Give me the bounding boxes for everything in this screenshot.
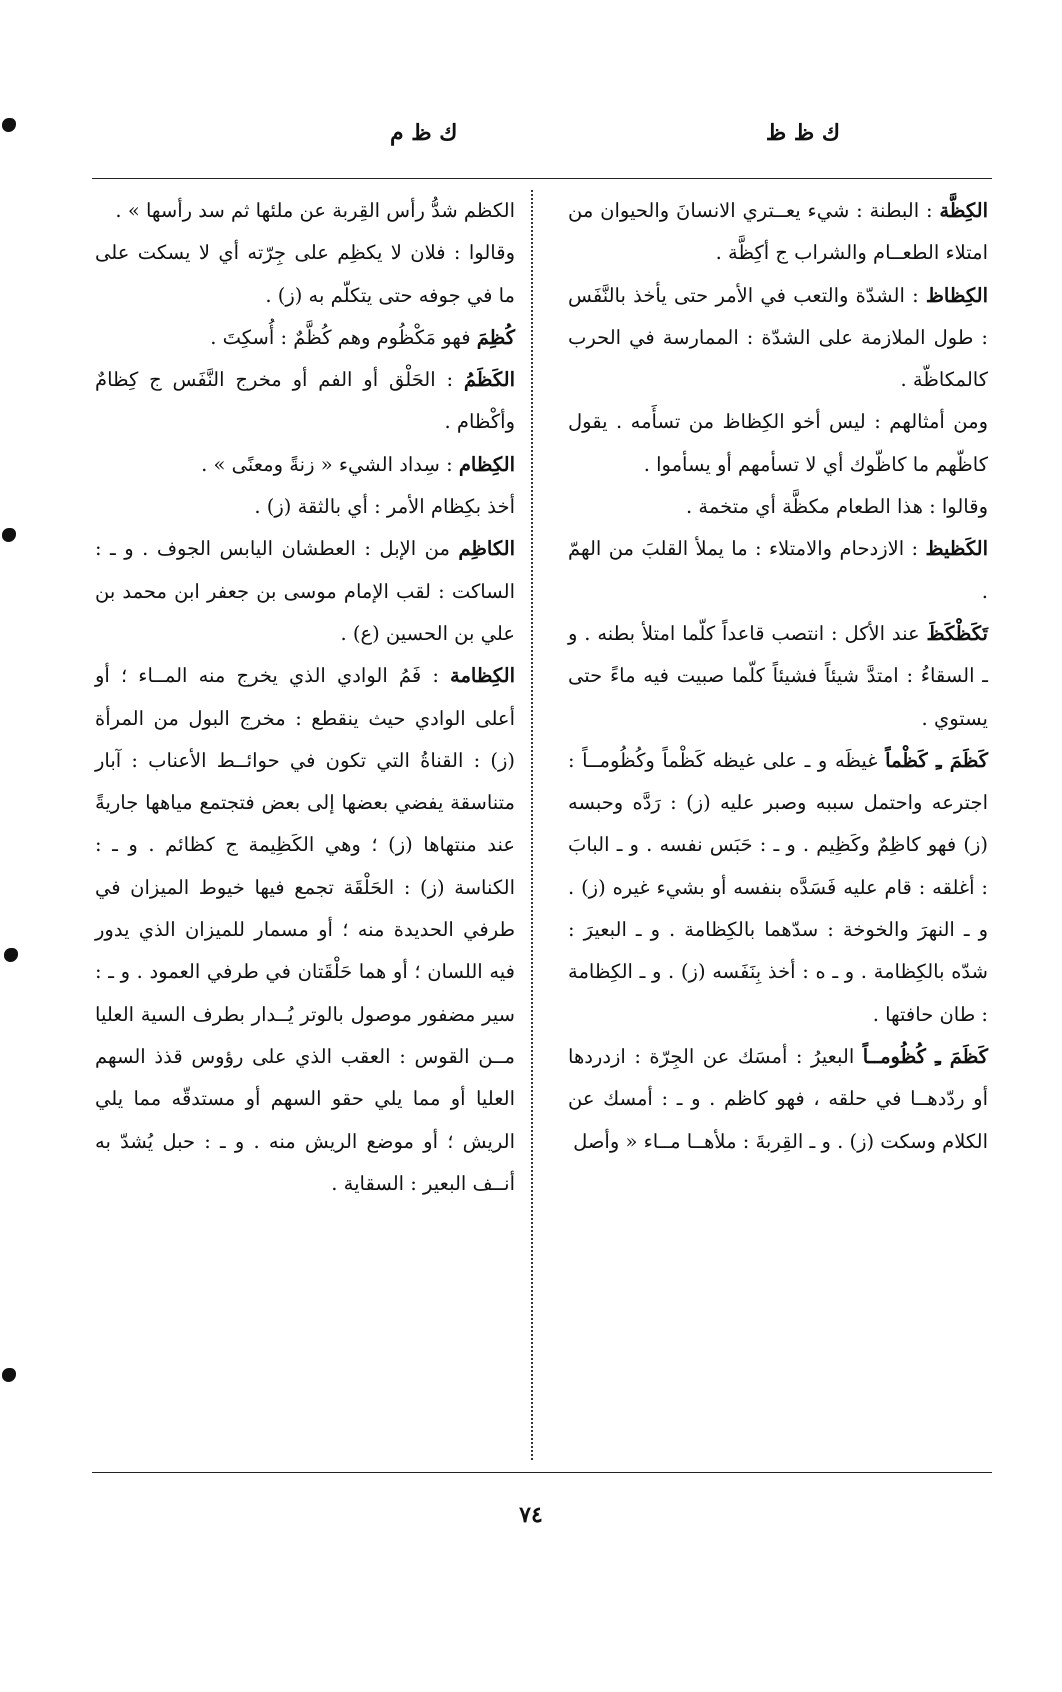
entry-definition: وقالوا : هذا الطعام مكظَّة أي متخمة . bbox=[686, 495, 988, 519]
page-number: ٧٤ bbox=[519, 1502, 543, 1528]
entry-definition: : فَمُ الوادي الذي يخرج منه المــاء ؛ أو أعلى الوادي حيث ينقطع : مخرج البول من المرأة (ز) : القناةُ التي تكون في حوائــط الأعناب : آبار متناسقة يفضي بعضها إلى بعض فتجتمع مياهها جاريةً عند منتهاها (ز) ؛ وهي الكَظِيمة ج كظائم . و ـ : الكناسة (ز) : الحَلْقَة تجمع فيها خيوط الميزان في طرفي الحديدة منه ؛ أو مسمار للميزان الذي يدور فيه اللسان ؛ أو هما حَلْقَتان في طرفي العمود . و ـ : سير مضفور موصول بالوتر يُــدار بطرف السية العليا مــن القوس : العقب الذي على رؤوس قذذ السهم العليا أو مما يلي حقو السهم أو مستدقّه مما يلي الريش ؛ أو موضع الريش منه . و ـ : حبل يُشدّ به أنــف البعير : السقاية . bbox=[95, 664, 515, 1195]
dictionary-entry bbox=[95, 359, 515, 444]
dictionary-entry bbox=[568, 190, 988, 275]
entry-headword: الكَظيظ bbox=[925, 537, 988, 561]
entry-definition: عند الأكل : انتصب قاعداً كلّما امتلأ بطنه . و ـ السقاءُ : امتدَّ شيئاً فشيئاً كلّما صبيت فيه ماءً حتى يستوي . bbox=[568, 621, 988, 730]
dictionary-entry bbox=[568, 528, 988, 613]
entry-headword: الكِظام bbox=[458, 452, 515, 476]
running-head-left: ك ظ م bbox=[390, 120, 458, 146]
dictionary-entry bbox=[95, 232, 515, 317]
dictionary-entry bbox=[95, 655, 515, 1205]
entry-definition: ومن أمثالهم : ليس أخو الكِظاظ من تسأَمه . يقول كاظّهم ما كاظّوك أي لا تسأمهم أو يسأموا . bbox=[568, 410, 988, 476]
dictionary-entry bbox=[95, 317, 515, 359]
dictionary-entry bbox=[95, 528, 515, 655]
dictionary-entry bbox=[568, 613, 988, 740]
scan-mark bbox=[2, 118, 16, 132]
entry-headword: الكاظِم bbox=[458, 537, 515, 561]
dictionary-entry bbox=[95, 190, 515, 232]
dictionary-entry bbox=[568, 401, 988, 486]
entry-headword: تَكَظْكَظَ bbox=[926, 621, 988, 645]
entry-definition: فهو مَكْظُوم وهم كُظَّمٌ : أُسكِتَ . bbox=[210, 325, 477, 349]
dictionary-entry bbox=[568, 740, 988, 1036]
scan-mark bbox=[2, 528, 16, 542]
entry-headword: الكَظَمُ bbox=[463, 368, 515, 392]
dictionary-entry bbox=[95, 486, 515, 528]
top-rule bbox=[92, 178, 992, 179]
entry-definition: غيظَه و ـ على غيظه كَظْماً وكُظُومــاً : اجترعه واحتمل سببه وصبر عليه (ز) : رَدَّه وحبسه (ز) فهو كاظِمٌ وكَظِيم . و ـ : حَبَس نفسه . و ـ البابَ : أغلقه : قام عليه فَسَدَّه بنفسه أو بشيء غيره (ز) . و ـ النهرَ والخوخة : سدّهما بالكِظامة . و ـ البعيرَ : شدّه بالكِظامة . و ـ ه : أخذ بِنَفَسه (ز) . و ـ الكِظامة : طان حافتها . bbox=[568, 748, 988, 1026]
entry-definition: البعيرُ : أمسَك عن الجِرّة : ازدردها أو ردّدهــا في حلقه ، فهو كاظم . و ـ : أمسك عن الكلام وسكت (ز) . و ـ القِربةَ : ملأهــا مــاء « وأصل bbox=[568, 1044, 988, 1153]
column-divider bbox=[531, 190, 533, 1460]
entry-headword: كَظَمَ ـِ كَظْماً bbox=[885, 748, 989, 772]
entry-definition: وقالوا : فلان لا يكظِم على جِرّته أي لا يسكت على ما في جوفه حتى يتكلّم به (ز) . bbox=[95, 241, 515, 307]
entry-definition: : الازدحام والامتلاء : ما يملأ القلبَ من الهمّ . bbox=[568, 537, 988, 603]
entry-definition: : سِداد الشيء « زنةً ومعنًى » . bbox=[201, 452, 459, 476]
bottom-rule bbox=[92, 1472, 992, 1473]
entry-definition: : الشدّة والتعب في الأمر حتى يأخذ بالنَّفَس : طول الملازمة على الشدّة : الممارسة في الحرب كالمكاظّة . bbox=[568, 283, 988, 392]
scan-mark bbox=[4, 948, 18, 962]
dictionary-entry bbox=[568, 486, 988, 528]
left-column bbox=[95, 190, 515, 1205]
entry-definition: : البطنة : شيء يعــتري الانسانَ والحيوان من امتلاء الطعــام والشراب ج أكِظَّة . bbox=[568, 199, 988, 265]
running-head-right: ك ظ ظ bbox=[765, 120, 840, 146]
dictionary-entry bbox=[95, 444, 515, 486]
entry-headword: الكِظامة bbox=[450, 664, 515, 688]
entry-headword: الكِظاظ bbox=[925, 283, 988, 307]
entry-definition: : الحَلْق أو الفم أو مخرج النَّفَس ج كِظامٌ وأكْظام . bbox=[95, 368, 515, 434]
scan-mark bbox=[2, 1368, 16, 1382]
dictionary-entry bbox=[568, 1036, 988, 1163]
page-header bbox=[90, 120, 990, 170]
entry-headword: كَظَمَ ـِ كُظُومــاً bbox=[862, 1044, 988, 1068]
right-column bbox=[568, 190, 988, 1163]
entry-definition: الكظم شدُّ رأس القِربة عن ملئها ثم سد رأسها » . bbox=[115, 199, 515, 222]
dictionary-entry bbox=[568, 275, 988, 402]
entry-headword: كُظِمَ bbox=[476, 325, 515, 349]
entry-definition: من الإبل : العطشان اليابس الجوف . و ـ : الساكت : لقب الإمام موسى بن جعفر ابن محمد بن علي بن الحسين (ع) . bbox=[95, 537, 515, 645]
entry-definition: أخذ بكِظام الأمر : أي بالثقة (ز) . bbox=[254, 495, 515, 519]
entry-headword: الكِظَّة bbox=[939, 199, 988, 222]
